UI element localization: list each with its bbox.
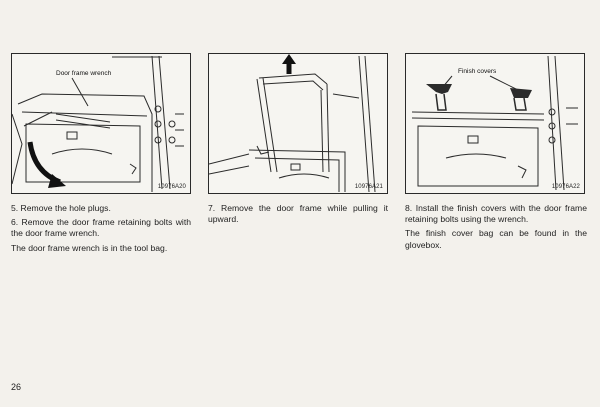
step-8-note: The finish cover bag can be found in the glovebox. — [405, 228, 587, 250]
text-column-1 — [11, 203, 191, 257]
figure-code: 10976A20 — [157, 184, 186, 190]
step-6-note: The door frame wrench is in the tool bag. — [11, 242, 168, 253]
figure-code: 10976A22 — [551, 184, 580, 190]
figure-2 — [208, 53, 388, 194]
text-column-2 — [208, 203, 388, 228]
step-7: 7. Remove the door frame while pulling it upward. — [208, 203, 388, 225]
page-number: 26 — [11, 382, 22, 392]
step-6: 6. Remove the door frame retaining bolts with the door frame wrench. — [11, 217, 191, 239]
step-8: 8. Install the finish covers with the door frame retaining bolts using the wrench. — [405, 203, 587, 225]
figure-1 — [11, 53, 191, 194]
figure-3 — [405, 53, 585, 194]
figure-code: 10976A21 — [354, 184, 383, 190]
callout-door-frame-wrench: Door frame wrench — [56, 70, 112, 77]
figure-2-illustration — [209, 54, 387, 193]
text-column-3 — [405, 203, 587, 254]
callout-finish-covers: Finish covers — [458, 68, 497, 75]
step-5: 5. Remove the hole plugs. — [11, 203, 111, 213]
